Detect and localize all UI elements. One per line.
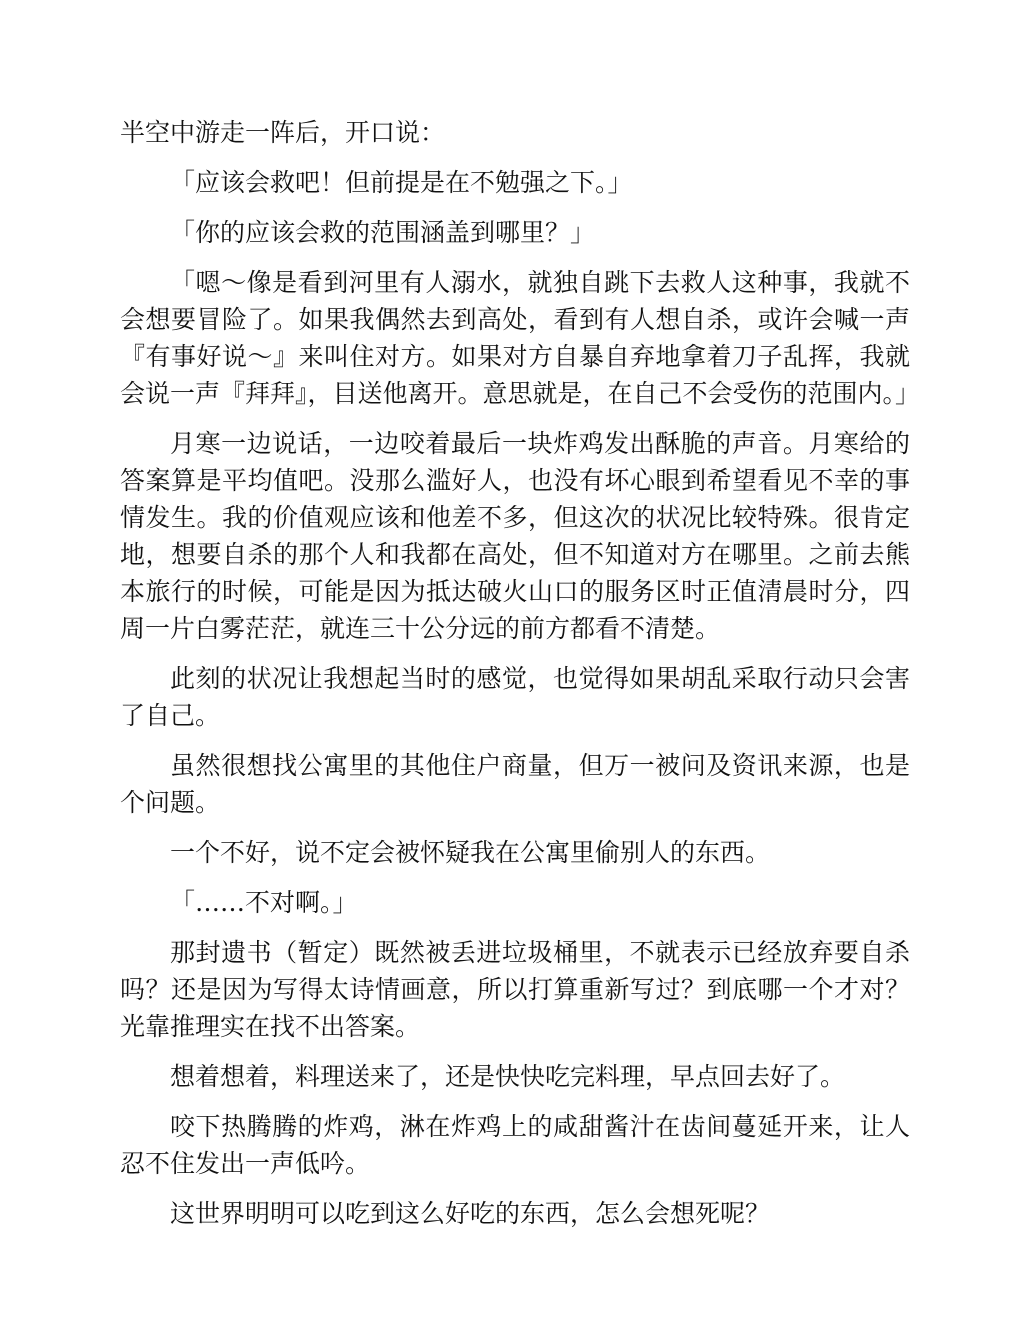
paragraph-5: 月寒一边说话，一边咬着最后一块炸鸡发出酥脆的声音。月寒给的答案算是平均值吧。没那么滥好人，也没有坏心眼到希望看见不幸的事情发生。我的价值观应该和他差不多，但这次的状况比较特殊。很肯定地，想要自杀的那个人和我都在高处，但不知道对方在哪里。之前去熊本旅行的时候，可能是因为抵达破火山口的服务区时正值清晨时分，四周一片白雾茫茫，就连三十公分远的前方都看不清楚。 — [120, 429, 910, 643]
paragraph-3: 「你的应该会救的范围涵盖到哪里？」 — [170, 218, 596, 247]
paragraph-12: 咬下热腾腾的炸鸡，淋在炸鸡上的咸甜酱汁在齿间蔓延开来，让人忍不住发出一声低吟。 — [120, 1112, 910, 1178]
paragraph-1: 半空中游走一阵后，开口说： — [120, 118, 446, 147]
paragraph-6: 此刻的状况让我想起当时的感觉，也觉得如果胡乱采取行动只会害了自己。 — [120, 664, 910, 730]
paragraph-11: 想着想着，料理送来了，还是快快吃完料理，早点回去好了。 — [170, 1062, 846, 1091]
paragraph-7: 虽然很想找公寓里的其他住户商量，但万一被问及资讯来源，也是个问题。 — [120, 751, 910, 817]
paragraph-10: 那封遗书（暂定）既然被丢进垃圾桶里，不就表示已经放弃要自杀吗？还是因为写得太诗情画意，所以打算重新写过？到底哪一个才对？光靠推理实在找不出答案。 — [120, 938, 910, 1041]
paragraph-8: 一个不好，说不定会被怀疑我在公寓里偷别人的东西。 — [170, 838, 771, 867]
paragraph-13: 这世界明明可以吃到这么好吃的东西，怎么会想死呢？ — [170, 1199, 771, 1228]
paragraph-9: 「……不对啊。」 — [170, 888, 358, 917]
body-text — [120, 114, 921, 1245]
paragraph-2: 「应该会救吧！但前提是在不勉强之下。」 — [170, 168, 633, 197]
paragraph-4: 「嗯～像是看到河里有人溺水，就独自跳下去救人这种事，我就不会想要冒险了。如果我偶然去到高处，看到有人想自杀，或许会喊一声『有事好说～』来叫住对方。如果对方自暴自弃地拿着刀子乱挥，我就会说一声『拜拜』，目送他离开。意思就是，在自己不会受伤的范围内。」 — [120, 268, 921, 408]
